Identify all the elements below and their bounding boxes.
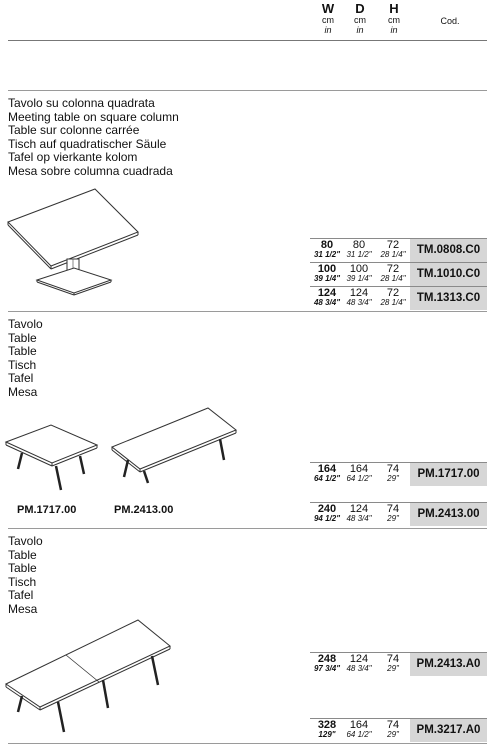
width-cm: 164 bbox=[317, 463, 337, 475]
width-in: 97 3/4" bbox=[313, 664, 341, 673]
width-cm: 80 bbox=[320, 239, 334, 251]
height-in-unit: in bbox=[390, 25, 398, 35]
height-in: 28 1/4" bbox=[380, 250, 406, 259]
depth-cm: 124 bbox=[349, 653, 369, 665]
width-in-unit: in bbox=[324, 25, 332, 35]
section-divider bbox=[8, 528, 487, 529]
name-it: Tavolo bbox=[8, 317, 43, 331]
depth-in: 48 3/4" bbox=[346, 298, 372, 307]
depth-in: 48 3/4" bbox=[346, 664, 372, 673]
product-code: PM.1717.00 bbox=[410, 463, 487, 486]
name-nl: Tafel bbox=[8, 371, 34, 385]
height-cm: 74 bbox=[386, 463, 400, 475]
depth-letter: D bbox=[355, 1, 365, 16]
width-in: 31 1/2" bbox=[313, 250, 341, 259]
width-cm: 124 bbox=[317, 287, 337, 299]
height-in: 29" bbox=[387, 730, 399, 739]
name-es: Mesa bbox=[8, 601, 38, 616]
height-in: 29" bbox=[387, 514, 399, 523]
depth-in: 39 1/4" bbox=[346, 274, 372, 283]
product-code: PM.2413.A0 bbox=[410, 653, 487, 676]
height-cm: 72 bbox=[386, 287, 400, 299]
width-in: 129" bbox=[318, 730, 336, 739]
product-code: TM.1313.C0 bbox=[410, 287, 487, 310]
width-cm-unit: cm bbox=[322, 15, 334, 25]
depth-cm: 100 bbox=[349, 263, 369, 275]
depth-in: 31 1/2" bbox=[346, 250, 372, 259]
bottom-divider bbox=[8, 743, 487, 744]
product-code: PM.2413.00 bbox=[410, 503, 487, 526]
product-label: PM.1717.00 bbox=[17, 504, 77, 516]
table-row bbox=[310, 463, 487, 486]
depth-cm: 124 bbox=[349, 503, 369, 515]
depth-cm: 164 bbox=[349, 463, 369, 475]
name-nl: Tafel bbox=[8, 588, 34, 602]
name-es: Mesa sobre columna cuadrada bbox=[8, 163, 173, 178]
width-in: 39 1/4" bbox=[313, 274, 341, 283]
table-row bbox=[310, 263, 487, 286]
name-es: Mesa bbox=[8, 384, 38, 399]
width-in: 48 3/4" bbox=[313, 298, 341, 307]
header-divider bbox=[8, 40, 487, 41]
height-in: 29" bbox=[387, 664, 399, 673]
width-in: 64 1/2" bbox=[313, 474, 341, 483]
table-row bbox=[310, 287, 487, 310]
name-it: Tavolo su colonna quadrata bbox=[8, 96, 155, 110]
height-cm: 72 bbox=[386, 263, 400, 275]
section-divider bbox=[8, 90, 487, 91]
depth-cm: 124 bbox=[349, 287, 369, 299]
name-de: Tisch bbox=[8, 574, 37, 589]
height-in: 28 1/4" bbox=[380, 298, 406, 307]
table-row bbox=[310, 503, 487, 526]
depth-in: 64 1/2" bbox=[346, 474, 372, 483]
product-description bbox=[8, 318, 43, 399]
column-table-drawing bbox=[0, 185, 150, 305]
product-code: PM.3217.A0 bbox=[410, 719, 487, 742]
section-divider bbox=[8, 311, 487, 312]
height-in: 28 1/4" bbox=[380, 274, 406, 283]
name-fr: Table bbox=[8, 344, 37, 358]
name-it: Tavolo bbox=[8, 534, 43, 548]
height-cm: 72 bbox=[386, 239, 400, 251]
code-column-header: Cod. bbox=[440, 16, 460, 26]
depth-cm: 164 bbox=[349, 719, 369, 731]
height-cm: 74 bbox=[386, 503, 400, 515]
table-row bbox=[310, 239, 487, 262]
width-letter: W bbox=[321, 1, 335, 16]
extendable-table-drawing bbox=[0, 608, 180, 738]
depth-in: 48 3/4" bbox=[346, 514, 372, 523]
width-cm: 240 bbox=[317, 503, 337, 515]
height-letter: H bbox=[389, 1, 399, 16]
width-cm: 328 bbox=[317, 719, 337, 731]
depth-cm-unit: cm bbox=[354, 15, 366, 25]
square-table-drawing bbox=[0, 420, 110, 495]
height-cm: 74 bbox=[386, 719, 400, 731]
name-de: Tisch auf quadratischer Säule bbox=[8, 136, 167, 151]
product-label: PM.2413.00 bbox=[114, 504, 174, 516]
name-fr: Table bbox=[8, 561, 37, 575]
height-in: 29" bbox=[387, 474, 399, 483]
depth-cm: 80 bbox=[352, 239, 366, 251]
name-en: Table bbox=[8, 547, 37, 562]
height-cm-unit: cm bbox=[388, 15, 400, 25]
name-en: Table bbox=[8, 330, 37, 345]
name-de: Tisch bbox=[8, 357, 37, 372]
product-code: TM.1010.C0 bbox=[410, 263, 487, 286]
rectangular-table-drawing bbox=[108, 405, 238, 485]
name-fr: Table sur colonne carrée bbox=[8, 123, 140, 137]
height-cm: 74 bbox=[386, 653, 400, 665]
name-nl: Tafel op vierkante kolom bbox=[8, 150, 138, 164]
column-header-h bbox=[374, 2, 414, 35]
table-row bbox=[310, 719, 487, 742]
product-description bbox=[8, 535, 43, 616]
product-description bbox=[8, 97, 179, 178]
width-cm: 248 bbox=[317, 653, 337, 665]
depth-in-unit: in bbox=[356, 25, 364, 35]
name-en: Meeting table on square column bbox=[8, 109, 179, 124]
depth-in: 64 1/2" bbox=[346, 730, 372, 739]
width-in: 94 1/2" bbox=[313, 514, 341, 523]
product-code: TM.0808.C0 bbox=[410, 239, 487, 262]
width-cm: 100 bbox=[317, 263, 337, 275]
table-row bbox=[310, 653, 487, 676]
